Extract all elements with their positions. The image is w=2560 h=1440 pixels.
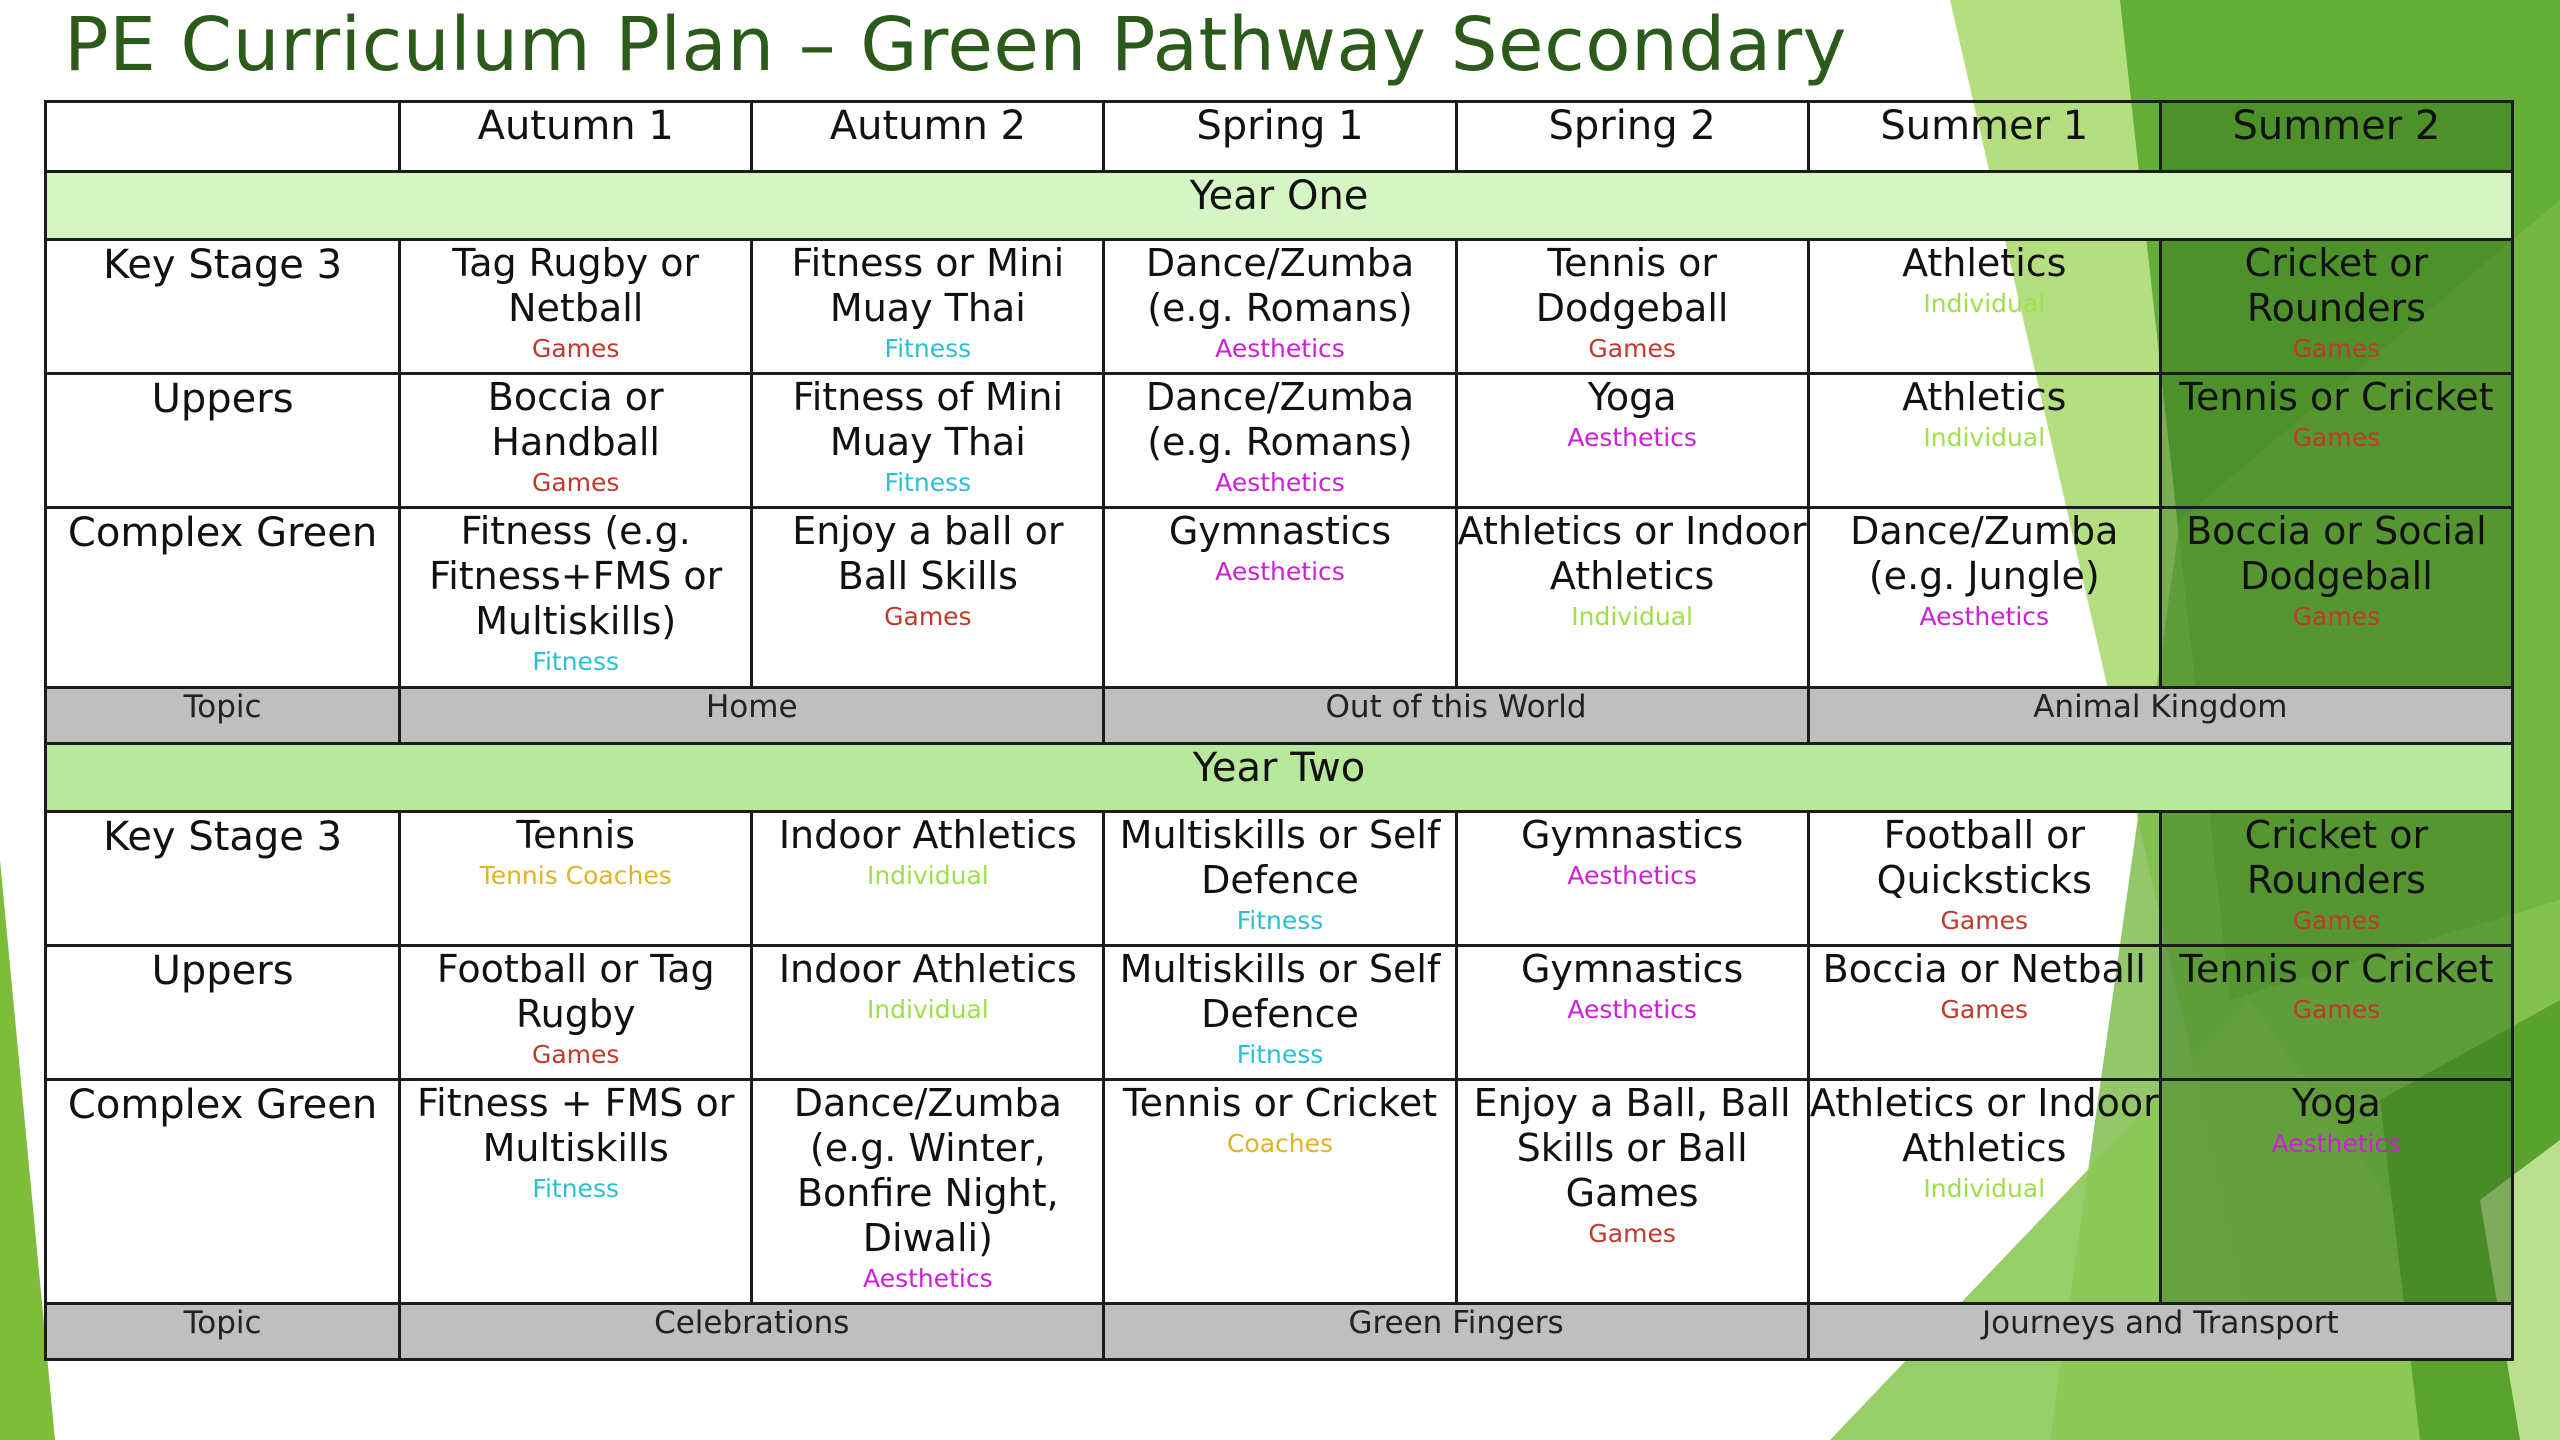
activity-cell [1456, 812, 1808, 946]
activity-cell [1104, 946, 1456, 1080]
category-tag: Games [2292, 906, 2381, 935]
activity-cell [1456, 1080, 1808, 1304]
activity-name: Indoor Athletics [778, 947, 1077, 991]
activity-cell [752, 374, 1104, 508]
topic-row [46, 1304, 2513, 1360]
group-label: Uppers [46, 374, 400, 508]
activity-name: Dance/Zumba (e.g. Winter, Bonfire Night, Diwali) [793, 1081, 1062, 1260]
activity-name: Boccia or Netball [1822, 947, 2146, 991]
category-tag: Individual [1923, 423, 2046, 452]
group-label: Key Stage 3 [46, 240, 400, 374]
category-tag: Aesthetics [1919, 602, 2050, 631]
topic-row [46, 688, 2513, 744]
activity-name: Fitness (e.g. Fitness+FMS or Multiskills) [429, 509, 723, 643]
topic-cell: Out of this World [1104, 688, 1808, 744]
category-tag: Fitness [532, 1174, 619, 1203]
term-header: Summer 2 [2160, 102, 2512, 172]
category-tag: Aesthetics [2271, 1129, 2402, 1158]
group-row [46, 946, 2513, 1080]
activity-cell [2160, 374, 2512, 508]
category-tag: Games [2292, 334, 2381, 363]
group-label: Uppers [46, 946, 400, 1080]
activity-cell [1808, 240, 2160, 374]
category-tag: Fitness [1236, 1040, 1324, 1069]
activity-name: Multiskills or Self Defence [1119, 813, 1441, 902]
category-tag: Games [531, 468, 620, 497]
activity-cell [400, 374, 752, 508]
activity-cell [2160, 812, 2512, 946]
year-band-row [46, 172, 2513, 240]
activity-cell [1456, 946, 1808, 1080]
category-tag: Aesthetics [1567, 861, 1697, 890]
topic-cell: Green Fingers [1104, 1304, 1808, 1360]
activity-name: Gymnastics [1520, 947, 1744, 991]
activity-cell [400, 508, 752, 688]
activity-cell [752, 1080, 1104, 1304]
category-tag: Aesthetics [1215, 557, 1345, 586]
activity-cell [2160, 1080, 2512, 1304]
group-row [46, 508, 2513, 688]
activity-name: Multiskills or Self Defence [1119, 947, 1441, 1036]
activity-cell [1808, 1080, 2160, 1304]
category-tag: Games [2292, 602, 2381, 631]
category-tag: Individual [1923, 1174, 2046, 1203]
category-tag: Aesthetics [1567, 995, 1697, 1024]
activity-name: Athletics or Indoor Athletics [1809, 1081, 2159, 1170]
category-tag: Aesthetics [1215, 334, 1345, 363]
activity-name: Tennis or Cricket [1122, 1081, 1438, 1125]
activity-name: Boccia or Social Dodgeball [2186, 509, 2487, 598]
activity-name: Tag Rugby or Netball [452, 241, 700, 330]
category-tag: Games [1588, 1219, 1676, 1248]
category-tag: Games [1940, 995, 2028, 1024]
activity-name: Indoor Athletics [778, 813, 1077, 857]
year-label: Year One [46, 172, 2513, 240]
activity-cell [752, 240, 1104, 374]
activity-name: Yoga [2292, 1081, 2381, 1125]
category-tag: Individual [866, 861, 989, 890]
activity-cell [1808, 946, 2160, 1080]
activity-cell [1456, 374, 1808, 508]
activity-cell [2160, 946, 2512, 1080]
activity-cell [1456, 508, 1808, 688]
term-header: Summer 1 [1808, 102, 2160, 172]
category-tag: Fitness [884, 468, 972, 497]
activity-name: Football or Tag Rugby [436, 947, 715, 1036]
category-tag: Games [2292, 995, 2381, 1024]
category-tag: Individual [1571, 602, 1694, 631]
activity-cell [2160, 240, 2512, 374]
category-tag: Games [1940, 906, 2028, 935]
group-row [46, 240, 2513, 374]
activity-cell [752, 946, 1104, 1080]
topic-cell: Animal Kingdom [1808, 688, 2512, 744]
activity-cell [1808, 812, 2160, 946]
activity-name: Fitness + FMS or Multiskills [417, 1081, 735, 1170]
activity-cell [1456, 240, 1808, 374]
group-label: Key Stage 3 [46, 812, 400, 946]
activity-cell [752, 508, 1104, 688]
activity-name: Dance/Zumba (e.g. Romans) [1145, 375, 1415, 464]
activity-name: Enjoy a Ball, Ball Skills or Ball Games [1473, 1081, 1791, 1215]
group-row [46, 1080, 2513, 1304]
activity-cell [1104, 374, 1456, 508]
category-tag: Individual [1923, 289, 2046, 318]
activity-name: Cricket or Rounders [2244, 813, 2429, 902]
curriculum-table [44, 100, 2514, 1361]
activity-name: Fitness of Mini Muay Thai [792, 375, 1064, 464]
page-title: PE Curriculum Plan – Green Pathway Secondary [64, 2, 1847, 88]
activity-cell [1104, 1080, 1456, 1304]
activity-name: Dance/Zumba (e.g. Jungle) [1850, 509, 2119, 598]
term-header-row [46, 102, 2513, 172]
category-tag: Fitness [884, 334, 972, 363]
header-corner-cell [46, 102, 400, 172]
topic-cell: Home [400, 688, 1104, 744]
term-header: Spring 1 [1104, 102, 1456, 172]
activity-name: Enjoy a ball or Ball Skills [792, 509, 1064, 598]
activity-name: Athletics or Indoor Athletics [1457, 509, 1807, 598]
activity-cell [400, 946, 752, 1080]
category-tag: Individual [866, 995, 989, 1024]
activity-name: Yoga [1587, 375, 1677, 419]
activity-name: Fitness or Mini Muay Thai [791, 241, 1065, 330]
activity-name: Boccia or Handball [487, 375, 664, 464]
activity-name: Tennis or Cricket [2179, 375, 2494, 419]
group-row [46, 374, 2513, 508]
topic-cell: Journeys and Transport [1808, 1304, 2512, 1360]
activity-name: Tennis or Dodgeball [1535, 241, 1729, 330]
activity-cell [1104, 240, 1456, 374]
category-tag: Games [531, 1040, 620, 1069]
group-label: Complex Green [46, 508, 400, 688]
category-tag: Games [1588, 334, 1676, 363]
activity-cell [400, 1080, 752, 1304]
activity-cell [1808, 374, 2160, 508]
category-tag: Games [884, 602, 972, 631]
term-header: Spring 2 [1456, 102, 1808, 172]
activity-cell [400, 812, 752, 946]
activity-name: Cricket or Rounders [2244, 241, 2429, 330]
activity-cell [1104, 508, 1456, 688]
activity-cell [752, 812, 1104, 946]
year-band-row [46, 744, 2513, 812]
category-tag: Games [2292, 423, 2381, 452]
group-label: Complex Green [46, 1080, 400, 1304]
activity-cell [1104, 812, 1456, 946]
activity-name: Gymnastics [1520, 813, 1744, 857]
activity-name: Athletics [1902, 375, 2067, 419]
category-tag: Fitness [532, 647, 619, 676]
year-label: Year Two [46, 744, 2513, 812]
category-tag: Fitness [1236, 906, 1324, 935]
category-tag: Games [531, 334, 620, 363]
category-tag: Aesthetics [1567, 423, 1697, 452]
topic-label: Topic [46, 688, 400, 744]
topic-cell: Celebrations [400, 1304, 1104, 1360]
activity-name: Football or Quicksticks [1876, 813, 2092, 902]
activity-name: Tennis [516, 813, 636, 857]
term-header: Autumn 2 [752, 102, 1104, 172]
activity-name: Gymnastics [1168, 509, 1392, 553]
activity-name: Dance/Zumba (e.g. Romans) [1145, 241, 1415, 330]
topic-label: Topic [46, 1304, 400, 1360]
category-tag: Tennis Coaches [479, 861, 672, 890]
activity-name: Athletics [1902, 241, 2067, 285]
activity-cell [1808, 508, 2160, 688]
category-tag: Coaches [1226, 1129, 1334, 1158]
term-header: Autumn 1 [400, 102, 752, 172]
activity-cell [2160, 508, 2512, 688]
activity-name: Tennis or Cricket [2179, 947, 2494, 991]
category-tag: Aesthetics [1215, 468, 1345, 497]
category-tag: Aesthetics [863, 1264, 993, 1293]
activity-cell [400, 240, 752, 374]
group-row [46, 812, 2513, 946]
